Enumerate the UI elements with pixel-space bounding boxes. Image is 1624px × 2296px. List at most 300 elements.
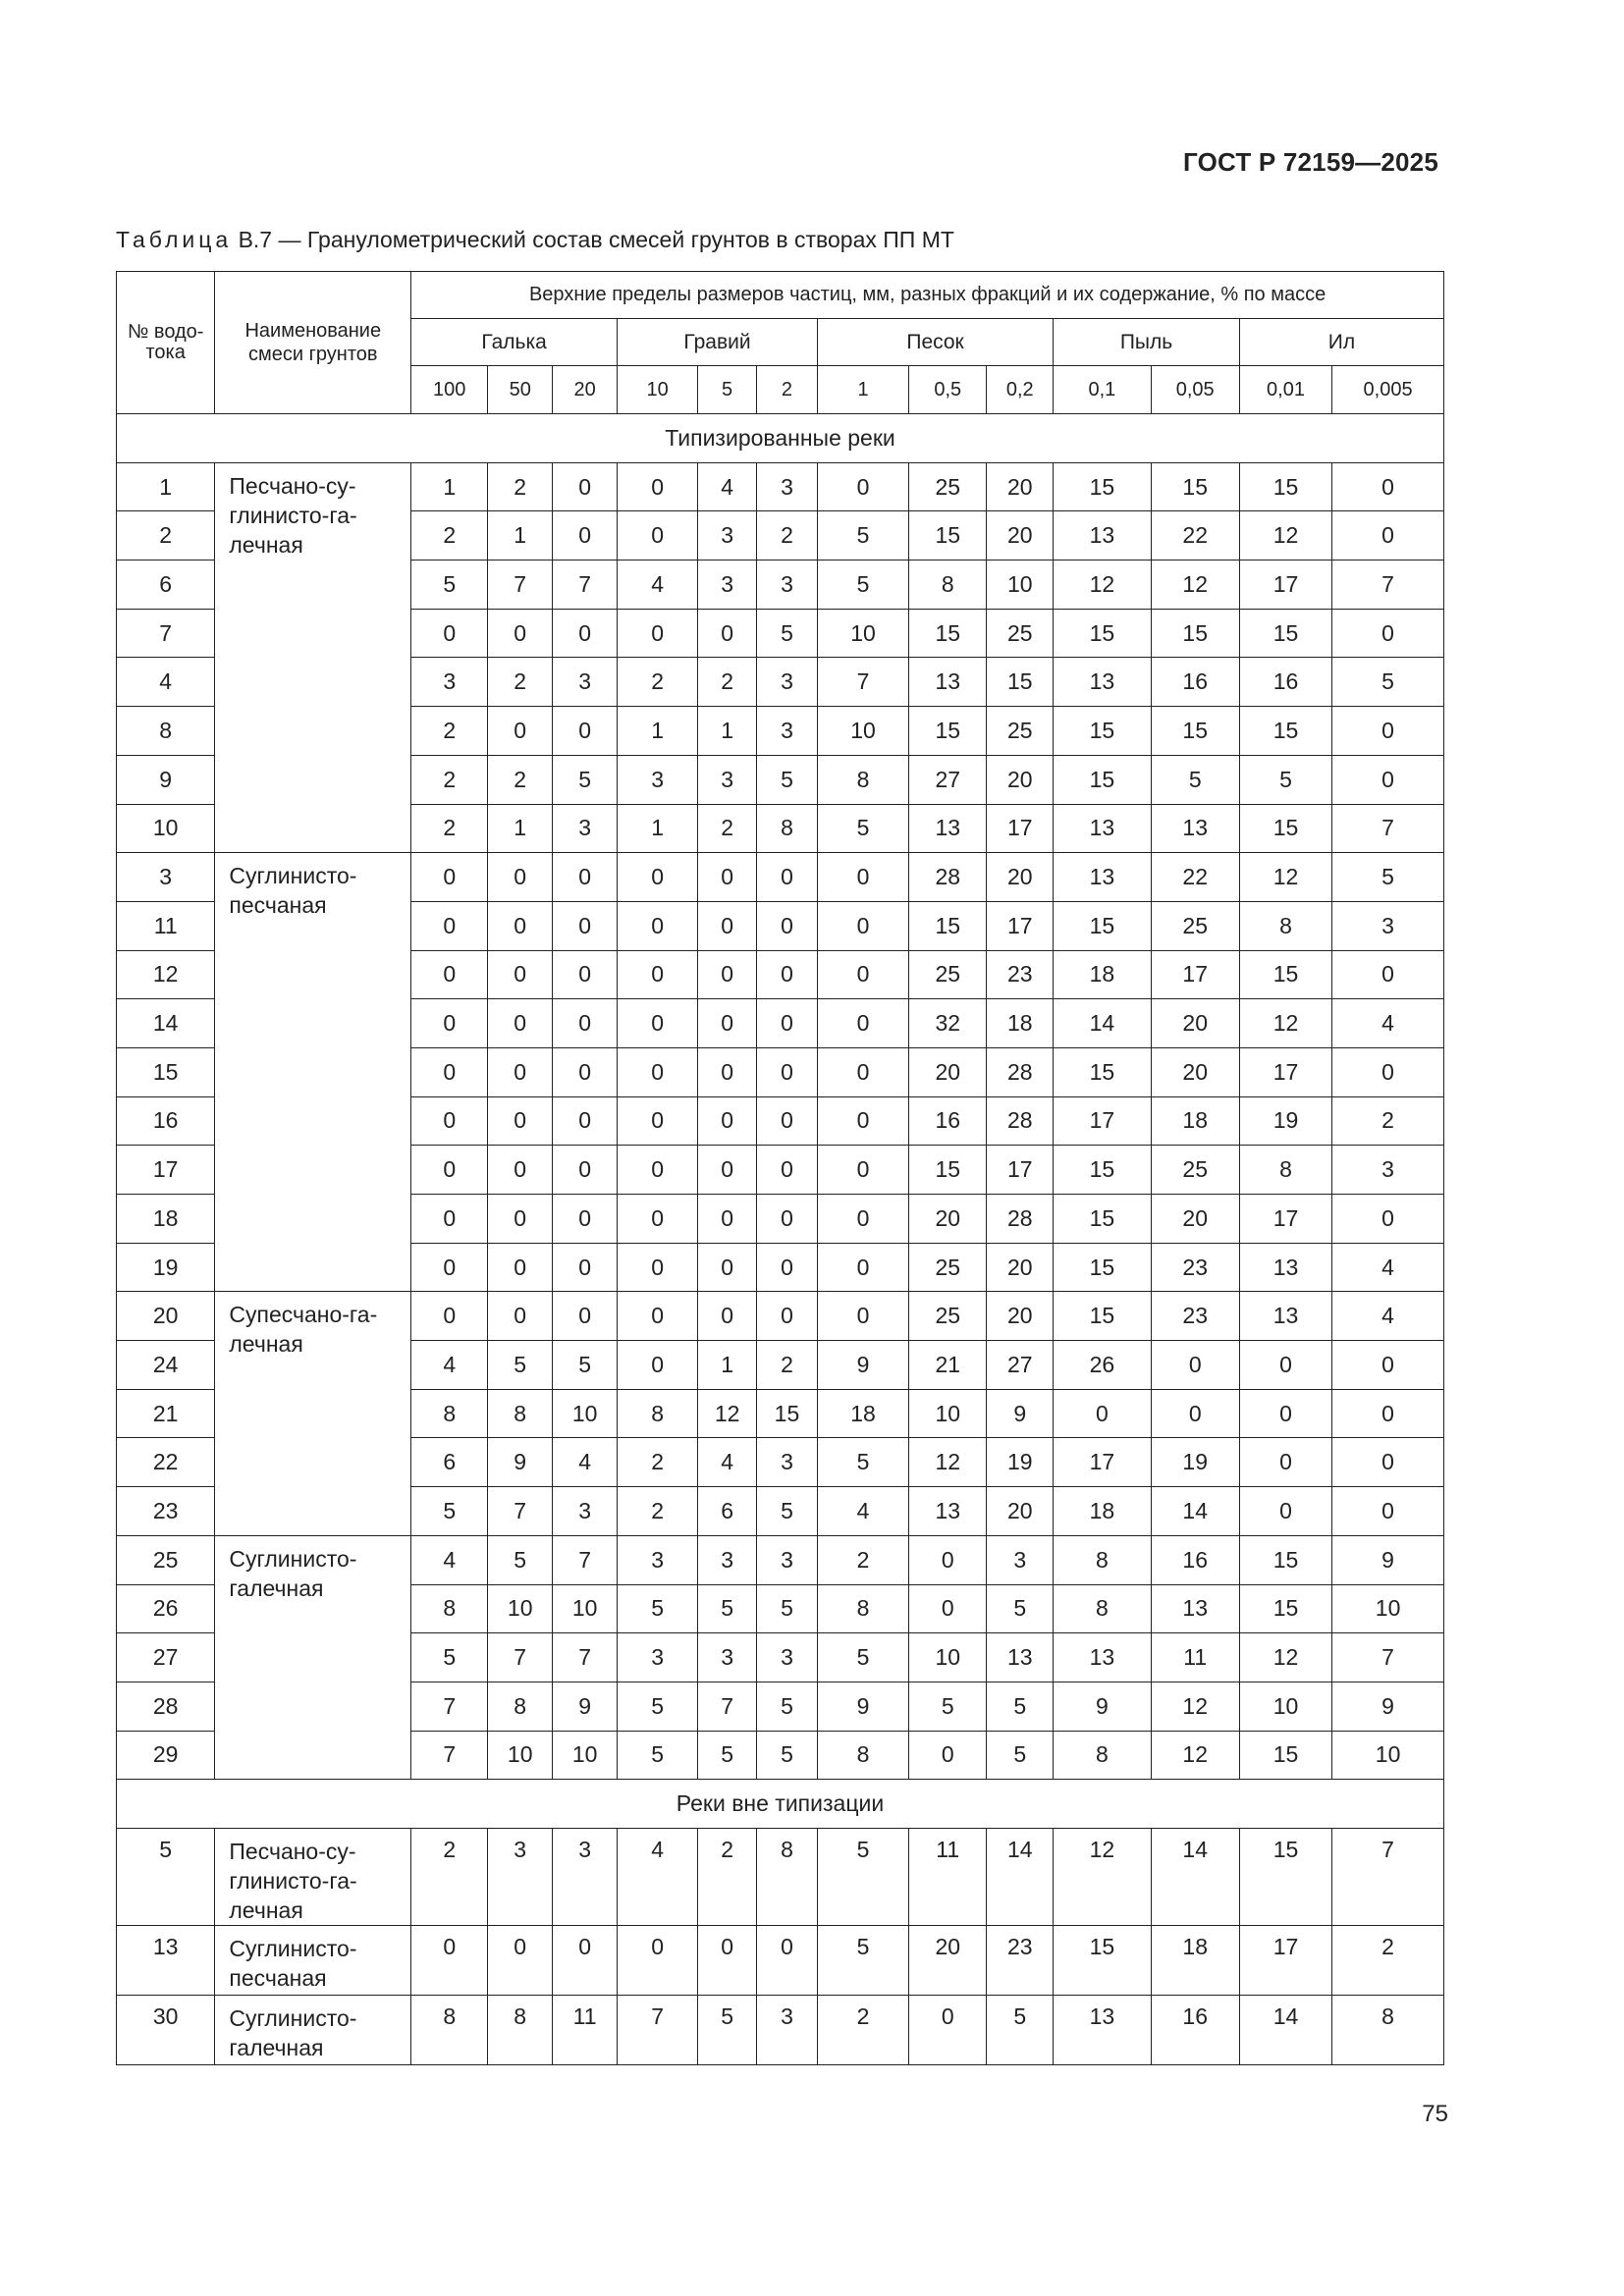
fraction-value: 12 [1151,1682,1239,1731]
fraction-value: 0 [618,1195,698,1244]
fraction-value: 4 [1332,1292,1444,1341]
fraction-value: 13 [1054,853,1151,902]
fraction-value: 0 [618,950,698,999]
watercourse-number: 20 [117,1292,215,1341]
fraction-value: 20 [987,1292,1054,1341]
fraction-value: 9 [817,1682,908,1731]
fraction-value: 0 [817,1146,908,1195]
fraction-header: Песок [817,319,1053,366]
page-number: 75 [1422,2101,1448,2127]
fraction-value: 5 [757,1487,818,1536]
fraction-value: 15 [1054,1146,1151,1195]
fraction-value: 18 [817,1389,908,1438]
fraction-value: 3 [553,658,618,707]
size-header: 10 [618,366,698,414]
soil-mixture-name: Суглинисто-песчаная [215,853,411,1292]
fraction-value: 0 [698,1243,757,1292]
fraction-value: 13 [1054,658,1151,707]
fraction-value: 5 [1332,853,1444,902]
fraction-value: 17 [1239,1195,1331,1244]
fraction-value: 13 [1054,1633,1151,1682]
fraction-value: 10 [909,1389,987,1438]
fraction-value: 5 [987,1731,1054,1780]
fraction-value: 0 [1332,1438,1444,1487]
fraction-value: 5 [553,755,618,804]
watercourse-number: 21 [117,1389,215,1438]
fraction-value: 7 [1332,561,1444,610]
watercourse-number: 17 [117,1146,215,1195]
fraction-value: 17 [1239,1925,1331,1995]
fraction-value: 23 [1151,1243,1239,1292]
fraction-value: 8 [1332,1995,1444,2064]
fraction-value: 0 [1332,1341,1444,1390]
fraction-value: 4 [698,1438,757,1487]
fraction-value: 15 [1054,1925,1151,1995]
fraction-value: 15 [1054,1195,1151,1244]
fraction-value: 0 [553,511,618,561]
fraction-value: 2 [817,1535,908,1584]
fraction-value: 5 [817,561,908,610]
fraction-value: 0 [817,999,908,1048]
fraction-value: 15 [1239,1731,1331,1780]
fraction-value: 0 [698,1292,757,1341]
fraction-value: 2 [698,658,757,707]
fraction-value: 0 [1332,609,1444,658]
size-header: 5 [698,366,757,414]
fraction-value: 0 [1332,755,1444,804]
fraction-value: 0 [698,853,757,902]
fraction-value: 7 [618,1995,698,2064]
fraction-value: 5 [757,1682,818,1731]
fraction-value: 28 [987,1047,1054,1096]
fraction-value: 17 [987,804,1054,853]
size-header: 0,01 [1239,366,1331,414]
fraction-value: 25 [909,1292,987,1341]
soil-mixture-name: Песчано-су-глинисто-га-лечная [215,1828,411,1925]
watercourse-number: 26 [117,1584,215,1633]
fraction-value: 0 [1332,1487,1444,1536]
section-title: Реки вне типизации [117,1780,1444,1829]
fraction-value: 0 [553,853,618,902]
fraction-value: 12 [1239,511,1331,561]
fraction-value: 15 [1239,462,1331,511]
fraction-value: 9 [987,1389,1054,1438]
fraction-value: 0 [553,1096,618,1146]
fraction-value: 6 [698,1487,757,1536]
fraction-value: 0 [411,999,488,1048]
fraction-value: 0 [1151,1341,1239,1390]
fraction-value: 0 [757,1925,818,1995]
fraction-value: 0 [411,1925,488,1995]
fraction-value: 5 [757,755,818,804]
fraction-value: 0 [757,1243,818,1292]
fraction-value: 3 [553,1828,618,1925]
fraction-value: 0 [1239,1438,1331,1487]
size-header: 0,05 [1151,366,1239,414]
fraction-value: 13 [909,658,987,707]
watercourse-number: 25 [117,1535,215,1584]
fraction-value: 0 [488,950,553,999]
fraction-value: 8 [1239,1146,1331,1195]
watercourse-number: 30 [117,1995,215,2064]
fraction-value: 16 [1151,1535,1239,1584]
fraction-value: 0 [698,1096,757,1146]
fraction-value: 8 [757,1828,818,1925]
fraction-value: 8 [909,561,987,610]
fraction-value: 1 [618,707,698,756]
fraction-value: 0 [618,999,698,1048]
fraction-value: 2 [757,511,818,561]
fraction-value: 0 [817,853,908,902]
fraction-value: 15 [1239,1584,1331,1633]
fraction-value: 8 [488,1682,553,1731]
fraction-value: 20 [987,511,1054,561]
fraction-value: 0 [757,950,818,999]
fraction-value: 0 [757,853,818,902]
fraction-value: 0 [411,1096,488,1146]
fraction-value: 3 [698,1535,757,1584]
fraction-value: 10 [488,1584,553,1633]
fraction-value: 5 [817,511,908,561]
fraction-value: 0 [553,1047,618,1096]
fraction-value: 13 [1054,804,1151,853]
fraction-value: 0 [553,901,618,950]
fraction-value: 0 [411,609,488,658]
fraction-value: 0 [1239,1389,1331,1438]
fraction-value: 0 [553,1243,618,1292]
fraction-value: 2 [411,707,488,756]
fraction-value: 0 [411,1195,488,1244]
fraction-value: 16 [1151,658,1239,707]
fraction-value: 28 [909,853,987,902]
fraction-value: 20 [987,853,1054,902]
fraction-value: 3 [987,1535,1054,1584]
fraction-value: 15 [757,1389,818,1438]
fraction-value: 0 [618,1341,698,1390]
fraction-value: 9 [488,1438,553,1487]
fraction-value: 0 [909,1731,987,1780]
fraction-value: 5 [909,1682,987,1731]
fraction-value: 0 [1332,1047,1444,1096]
fraction-value: 3 [757,707,818,756]
fraction-value: 17 [1054,1438,1151,1487]
fraction-value: 8 [411,1995,488,2064]
fraction-value: 0 [618,1925,698,1995]
fraction-value: 0 [1332,1389,1444,1438]
fraction-value: 15 [1054,707,1151,756]
fraction-value: 0 [488,901,553,950]
fraction-value: 15 [1239,950,1331,999]
fraction-value: 13 [1239,1243,1331,1292]
fraction-value: 8 [618,1389,698,1438]
fraction-value: 13 [909,1487,987,1536]
fraction-value: 9 [1332,1535,1444,1584]
fraction-value: 0 [488,707,553,756]
watercourse-number: 2 [117,511,215,561]
fraction-value: 28 [987,1195,1054,1244]
fraction-value: 15 [1239,804,1331,853]
fraction-value: 18 [1054,1487,1151,1536]
size-header: 0,005 [1332,366,1444,414]
fraction-value: 14 [1239,1995,1331,2064]
fraction-value: 15 [1151,609,1239,658]
fraction-value: 15 [909,901,987,950]
fraction-value: 20 [987,755,1054,804]
fraction-value: 3 [618,1535,698,1584]
fraction-value: 18 [987,999,1054,1048]
fraction-value: 25 [909,462,987,511]
table-row [117,1828,1444,1925]
fraction-value: 2 [1332,1925,1444,1995]
fraction-value: 18 [1151,1096,1239,1146]
fraction-value: 5 [1239,755,1331,804]
fraction-value: 5 [618,1682,698,1731]
fraction-value: 0 [618,609,698,658]
fraction-value: 0 [618,462,698,511]
fraction-value: 4 [411,1535,488,1584]
fraction-value: 0 [553,1292,618,1341]
fraction-value: 4 [618,1828,698,1925]
fraction-value: 5 [488,1535,553,1584]
fraction-value: 1 [488,804,553,853]
soil-mixture-name: Суглинисто-песчаная [215,1925,411,1995]
fraction-value: 0 [1332,950,1444,999]
fraction-value: 0 [817,1292,908,1341]
fraction-value: 16 [1239,658,1331,707]
fraction-value: 25 [1151,901,1239,950]
granulometric-table [116,271,1444,2065]
fraction-value: 19 [1239,1096,1331,1146]
fraction-value: 3 [698,511,757,561]
fraction-value: 0 [817,1243,908,1292]
fraction-value: 0 [411,853,488,902]
watercourse-number: 19 [117,1243,215,1292]
fraction-value: 8 [817,1584,908,1633]
fraction-value: 14 [987,1828,1054,1925]
fraction-value: 18 [1054,950,1151,999]
fraction-value: 2 [411,804,488,853]
fraction-value: 18 [1151,1925,1239,1995]
fraction-value: 0 [698,1925,757,1995]
fraction-value: 0 [553,999,618,1048]
fraction-value: 25 [987,609,1054,658]
fraction-value: 9 [817,1341,908,1390]
fraction-value: 0 [698,901,757,950]
fraction-value: 0 [618,1243,698,1292]
size-header: 0,2 [987,366,1054,414]
fraction-value: 3 [757,1535,818,1584]
fraction-value: 22 [1151,853,1239,902]
fraction-value: 12 [1239,999,1331,1048]
fraction-value: 15 [1054,1292,1151,1341]
fraction-value: 20 [987,462,1054,511]
fraction-value: 0 [411,901,488,950]
table-row [117,1995,1444,2064]
watercourse-number: 7 [117,609,215,658]
fraction-value: 25 [987,707,1054,756]
watercourse-number: 16 [117,1096,215,1146]
fraction-value: 10 [553,1389,618,1438]
fraction-value: 5 [698,1584,757,1633]
fraction-value: 19 [1151,1438,1239,1487]
document-header: ГОСТ Р 72159—2025 [1183,147,1438,177]
fraction-value: 3 [757,1438,818,1487]
fraction-value: 5 [757,1584,818,1633]
fraction-value: 4 [618,561,698,610]
fraction-value: 0 [488,1925,553,1995]
fraction-value: 5 [411,561,488,610]
fraction-value: 10 [1332,1584,1444,1633]
fraction-value: 23 [987,1925,1054,1995]
watercourse-number: 24 [117,1341,215,1390]
fraction-value: 16 [909,1096,987,1146]
fraction-value: 0 [488,1243,553,1292]
fraction-value: 0 [411,1047,488,1096]
fraction-value: 19 [987,1438,1054,1487]
fraction-value: 8 [757,804,818,853]
fraction-value: 17 [1151,950,1239,999]
fraction-value: 0 [411,1292,488,1341]
fraction-value: 20 [987,1243,1054,1292]
fraction-value: 2 [698,804,757,853]
fraction-value: 2 [618,1438,698,1487]
fraction-value: 2 [488,755,553,804]
table-caption-text: В.7 — Гранулометрический состав смесей грунтов в створах ПП МТ [232,227,954,252]
fraction-value: 2 [488,462,553,511]
fraction-value: 11 [909,1828,987,1925]
fraction-value: 5 [817,1438,908,1487]
fraction-value: 5 [987,1995,1054,2064]
fraction-value: 25 [909,950,987,999]
fraction-value: 20 [1151,1047,1239,1096]
fraction-value: 12 [1054,561,1151,610]
fraction-value: 8 [817,1731,908,1780]
section-row [117,414,1444,463]
watercourse-number: 3 [117,853,215,902]
fraction-value: 15 [1239,1828,1331,1925]
table-row [117,462,1444,511]
fraction-value: 12 [909,1438,987,1487]
fraction-value: 0 [411,950,488,999]
fraction-value: 0 [1332,707,1444,756]
fraction-value: 2 [1332,1096,1444,1146]
fraction-value: 0 [909,1584,987,1633]
fraction-value: 17 [1239,561,1331,610]
fraction-value: 0 [757,901,818,950]
fraction-value: 4 [1332,999,1444,1048]
fraction-value: 12 [1151,561,1239,610]
fraction-value: 10 [488,1731,553,1780]
fraction-value: 0 [618,1047,698,1096]
fraction-value: 27 [987,1341,1054,1390]
fraction-value: 15 [909,707,987,756]
table-caption-label: Таблица [116,227,233,252]
watercourse-number: 9 [117,755,215,804]
fraction-value: 3 [698,561,757,610]
fraction-value: 25 [909,1243,987,1292]
fraction-value: 5 [1332,658,1444,707]
fraction-value: 13 [1054,1995,1151,2064]
fraction-value: 0 [698,1195,757,1244]
fraction-value: 4 [411,1341,488,1390]
fraction-value: 0 [618,511,698,561]
size-header: 0,5 [909,366,987,414]
fraction-value: 7 [411,1731,488,1780]
fraction-value: 7 [553,561,618,610]
fraction-value: 0 [817,1096,908,1146]
fraction-value: 0 [618,901,698,950]
fraction-value: 2 [411,1828,488,1925]
fraction-value: 0 [618,1096,698,1146]
fraction-value: 0 [411,1243,488,1292]
table-row [117,1292,1444,1341]
fraction-value: 15 [987,658,1054,707]
fraction-value: 0 [553,950,618,999]
fraction-value: 15 [1239,1535,1331,1584]
fraction-value: 7 [1332,1828,1444,1925]
fraction-value: 7 [488,1633,553,1682]
fraction-header: Галька [411,319,618,366]
fraction-value: 7 [698,1682,757,1731]
fraction-value: 20 [1151,1195,1239,1244]
fraction-value: 9 [553,1682,618,1731]
fraction-value: 0 [553,1195,618,1244]
fraction-value: 5 [698,1995,757,2064]
fraction-value: 4 [1332,1243,1444,1292]
fraction-value: 15 [1054,462,1151,511]
fraction-value: 7 [411,1682,488,1731]
watercourse-number: 23 [117,1487,215,1536]
fraction-value: 0 [1332,511,1444,561]
fraction-value: 13 [1151,1584,1239,1633]
fraction-value: 0 [817,1047,908,1096]
fraction-value: 8 [1239,901,1331,950]
watercourse-number: 11 [117,901,215,950]
fraction-value: 32 [909,999,987,1048]
fraction-value: 0 [757,1146,818,1195]
watercourse-number: 12 [117,950,215,999]
fraction-value: 8 [411,1584,488,1633]
fraction-value: 0 [1054,1389,1151,1438]
fraction-value: 7 [553,1535,618,1584]
fraction-value: 10 [987,561,1054,610]
fraction-value: 5 [987,1682,1054,1731]
fraction-value: 2 [817,1995,908,2064]
fraction-value: 25 [1151,1146,1239,1195]
fraction-value: 17 [1054,1096,1151,1146]
fraction-value: 5 [488,1341,553,1390]
section-title: Типизированные реки [117,414,1444,463]
fraction-value: 0 [1239,1487,1331,1536]
fraction-value: 0 [411,1146,488,1195]
fraction-value: 8 [411,1389,488,1438]
fraction-value: 0 [698,999,757,1048]
fraction-value: 14 [1151,1487,1239,1536]
fraction-value: 9 [1332,1682,1444,1731]
watercourse-number: 13 [117,1925,215,1995]
fraction-value: 10 [817,609,908,658]
fraction-value: 0 [553,1146,618,1195]
fraction-value: 0 [618,1292,698,1341]
fraction-value: 0 [757,999,818,1048]
fraction-value: 0 [817,950,908,999]
fraction-value: 0 [909,1535,987,1584]
fraction-value: 15 [1239,707,1331,756]
watercourse-number: 28 [117,1682,215,1731]
col-number-header: № водо-тока [117,272,215,414]
soil-mixture-name: Песчано-су-глинисто-га-лечная [215,462,411,853]
fraction-value: 5 [411,1487,488,1536]
